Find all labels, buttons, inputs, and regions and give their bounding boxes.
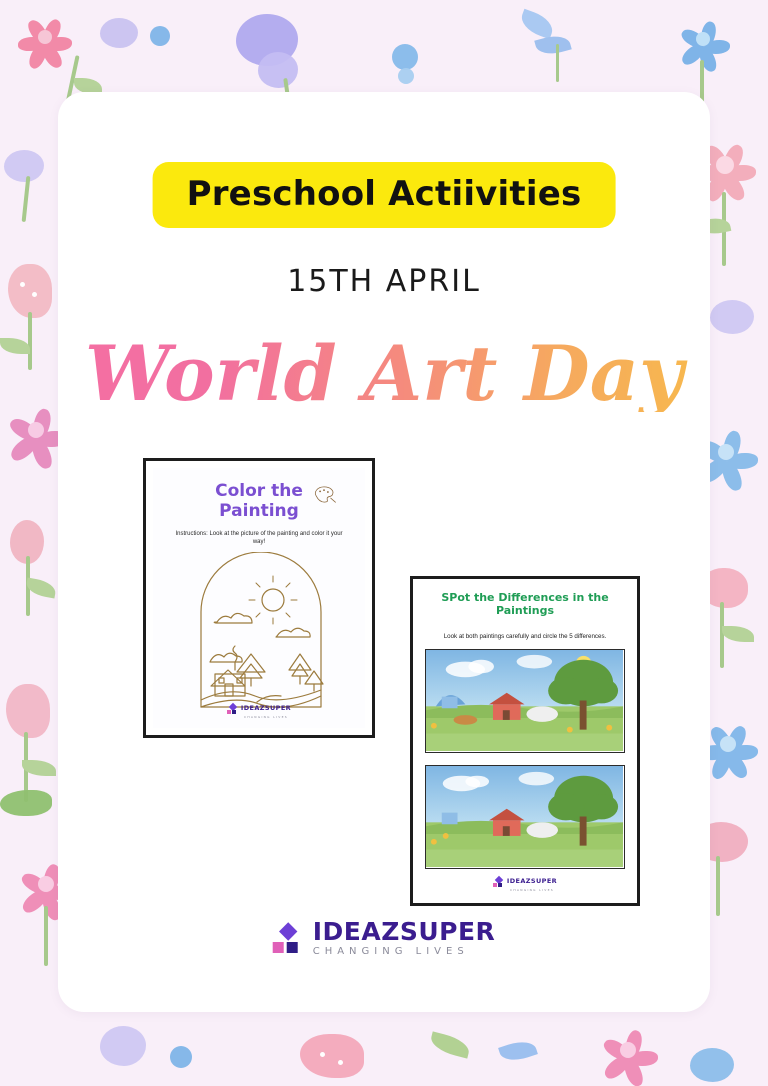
flower-icon: [236, 14, 298, 66]
stem-decoration: [44, 906, 48, 966]
brand-name: IDEAZSUPER: [240, 704, 292, 713]
flower-detail-icon: [338, 1060, 343, 1065]
brand-logo-text: [313, 919, 496, 960]
worksheet-page: [153, 468, 365, 728]
flower-center-icon: [720, 736, 736, 752]
brand-logo-text: [507, 870, 557, 893]
worksheet-spot-the-differences[interactable]: [410, 576, 640, 906]
flower-icon: [678, 14, 730, 66]
flower-icon: [710, 300, 754, 334]
page-title: Preschool Actiivities: [186, 174, 582, 214]
painting-bottom: [425, 765, 625, 869]
worksheet-instructions: Instructions: Look at the picture of the painting and color it your way!: [175, 531, 343, 546]
flower-icon: [600, 1022, 658, 1080]
logo-mark-icon: [227, 704, 236, 713]
content-card: [58, 92, 710, 1012]
flower-icon: [150, 26, 170, 46]
flower-icon: [398, 68, 414, 84]
flower-icon: [300, 1034, 364, 1078]
stem-decoration: [28, 312, 32, 370]
brand-tagline: CHANGING LIVES: [243, 715, 288, 720]
brand-logo-text: [241, 697, 291, 720]
leaf-icon: [0, 338, 30, 354]
flower-icon: [4, 150, 44, 182]
stem-decoration: [720, 602, 724, 668]
flower-detail-icon: [20, 282, 25, 287]
leaf-icon: [25, 578, 57, 599]
leaf-icon: [722, 626, 754, 642]
flower-icon: [100, 1026, 146, 1066]
brand-name: IDEAZSUPER: [506, 877, 558, 886]
flower-center-icon: [716, 156, 734, 174]
leaf-icon: [428, 1031, 471, 1058]
brand-logo: [493, 870, 557, 893]
flower-detail-icon: [32, 292, 37, 297]
brand-logo: [227, 697, 291, 720]
brand-tagline: CHANGING LIVES: [509, 888, 554, 893]
worksheet-title-line1: SPot the Differences in the: [441, 591, 609, 604]
flower-icon: [0, 790, 52, 816]
farm-landscape-illustration: [426, 650, 623, 751]
flower-icon: [6, 684, 50, 738]
logo-mark-icon: [493, 877, 502, 886]
stem-decoration: [24, 732, 28, 802]
cottage-landscape-line-art: [181, 552, 341, 712]
farm-landscape-illustration-variant: [426, 766, 623, 867]
event-date: 15TH APRIL: [287, 264, 481, 299]
worksheet-title: [423, 591, 627, 617]
leaf-icon: [498, 1037, 538, 1065]
title-banner: [153, 162, 616, 228]
worksheet-footer-logo: [413, 870, 637, 893]
painting-top: [425, 649, 625, 753]
flower-center-icon: [620, 1042, 636, 1058]
brand-tagline: CHANGING LIVES: [312, 946, 469, 957]
stem-decoration: [26, 556, 30, 616]
stem-decoration: [556, 44, 559, 82]
stem-decoration: [22, 176, 31, 222]
flower-icon: [18, 10, 72, 64]
worksheet-footer-logo: [153, 697, 365, 720]
brand-logo-main: [273, 919, 496, 960]
stem-decoration: [722, 192, 726, 266]
worksheet-title-line1: Color the: [215, 481, 303, 501]
flower-icon: [392, 44, 418, 70]
flower-icon: [8, 264, 52, 318]
flower-center-icon: [38, 876, 54, 892]
flower-icon: [170, 1046, 192, 1068]
brand-name: IDEAZSUPER: [312, 917, 496, 946]
worksheet-instructions: Look at both paintings carefully and circle the 5 differences.: [443, 633, 607, 640]
worksheet-title-line2: Paintings: [495, 604, 555, 618]
worksheet-color-the-painting[interactable]: [143, 458, 375, 738]
flower-center-icon: [38, 30, 52, 44]
stem-decoration: [716, 856, 720, 916]
leaf-icon: [534, 32, 572, 58]
leaf-icon: [518, 9, 557, 39]
flower-center-icon: [718, 444, 734, 460]
flower-center-icon: [28, 422, 44, 438]
palette-icon: [311, 484, 337, 504]
flower-icon: [10, 520, 44, 564]
worksheet-title-line2: Painting: [219, 500, 299, 521]
flower-icon: [100, 18, 138, 48]
flower-icon: [690, 1048, 734, 1082]
logo-mark-icon: [273, 925, 303, 955]
leaf-icon: [22, 760, 56, 776]
flower-detail-icon: [320, 1052, 325, 1057]
flower-icon: [258, 52, 298, 88]
flower-center-icon: [696, 32, 710, 46]
event-headline: World Art Day: [74, 336, 694, 412]
